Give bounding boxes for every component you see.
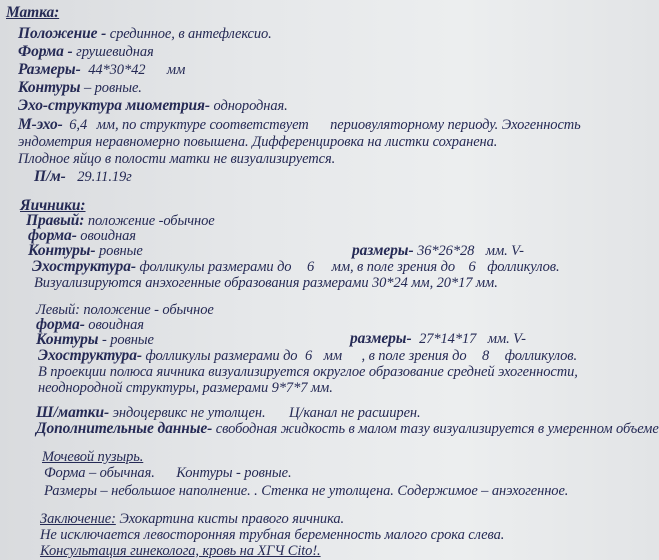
left-ovary-size-line	[350, 331, 526, 347]
left-ovary-echo-t2: мм	[323, 348, 342, 364]
bladder-heading: Мочевой пузырь.	[42, 449, 144, 465]
left-ovary-echo-n2: 8	[482, 348, 490, 364]
uterus-ovum-line: Плодное яйцо в полости матки не визуализируется.	[18, 151, 336, 167]
uterus-position-value: срединное, в антефлексио.	[109, 26, 272, 42]
uterus-mecho-text: мм, по структуре соответствует	[96, 117, 309, 133]
uterus-form-label: Форма -	[18, 43, 73, 60]
bladder-line2: Размеры – небольшое наполнение. . Стенка не утолщена. Содержимое – анэхогенное.	[44, 483, 569, 499]
uterus-form-value: грушевидная	[76, 44, 154, 60]
bladder-line1	[44, 465, 291, 481]
uterus-form-line	[18, 44, 154, 60]
right-ovary-echo-label: Эхоструктура-	[32, 258, 136, 275]
left-ovary-form-label: форма-	[36, 316, 85, 333]
left-ovary-echo-n1: 6	[304, 348, 313, 364]
right-ovary-size-label: размеры-	[352, 242, 414, 259]
left-ovary-extra2: неоднородной структуры, размерами 9*7*7 мм.	[38, 380, 333, 396]
right-ovary-echo-t2: мм,	[331, 259, 354, 275]
right-ovary-echo-line	[32, 259, 560, 275]
uterus-contours-line	[18, 80, 142, 96]
cervix-value: эндоцервикс не утолщен.	[112, 405, 266, 421]
right-ovary-extra: Визуализируются анэхогенные образования размерами 30*24 мм, 20*17 мм.	[34, 275, 498, 291]
cervix-label: Ш/матки-	[36, 404, 110, 421]
left-ovary-contours-value: - ровные	[101, 332, 154, 348]
right-ovary-size-line	[352, 243, 524, 259]
left-ovary-form-value: овоидная	[88, 317, 144, 333]
right-ovary-echo-t4: фолликулов.	[487, 259, 560, 275]
right-ovary-form-value: овоидная	[80, 228, 136, 244]
conclusion-label: Заключение:	[40, 511, 116, 527]
uterus-lmp-value: 29.11.19г	[77, 169, 132, 185]
right-ovary-label: Правый:	[26, 212, 85, 229]
left-ovary-echo-label: Эхоструктура-	[38, 347, 142, 364]
right-ovary-size-value: 36*26*28	[417, 243, 475, 259]
ovaries-heading: Яичники:	[20, 197, 86, 214]
uterus-size-label: Размеры-	[18, 61, 81, 78]
uterus-lmp-label: П/м-	[34, 168, 66, 185]
right-ovary-echo-n2: 6	[468, 259, 476, 275]
left-ovary-contours-label: Контуры	[36, 331, 99, 348]
right-ovary-form-label: форма-	[28, 227, 77, 244]
uterus-size-line	[18, 62, 185, 78]
left-ovary-echo-text: фолликулы размерами до	[145, 348, 298, 364]
additional-line	[36, 421, 659, 437]
right-ovary-contours-value: ровные	[99, 243, 143, 259]
uterus-echo-line	[18, 98, 288, 114]
uterus-mecho-value: 6,4	[69, 117, 88, 133]
left-ovary-echo-t4: фолликулов.	[504, 348, 578, 364]
uterus-endometrium-line: эндометрия неравномерно повышена. Дифференцировка на листки сохранена.	[18, 134, 498, 150]
right-ovary-position: положение -обычное	[87, 213, 215, 229]
cervical-canal-label: Ц/канал	[289, 405, 338, 421]
left-ovary-echo-line	[38, 348, 577, 364]
cervical-canal-value: не расширен.	[340, 405, 421, 421]
right-ovary-size-unit: мм. V-	[485, 243, 524, 259]
additional-value: свободная жидкость в малом тазу визуализируется в умеренном объеме	[215, 421, 659, 437]
uterus-position-line	[18, 26, 272, 42]
conclusion-line1	[40, 511, 344, 527]
uterus-mecho-label: М-эхо-	[18, 116, 63, 133]
right-ovary-echo-n1: 6	[306, 259, 315, 275]
bladder-contours: Контуры - ровные.	[176, 465, 292, 481]
uterus-heading: Матка:	[6, 4, 60, 21]
conclusion-line2: Не исключается левосторонняя трубная беременность малого срока слева.	[40, 527, 505, 543]
right-ovary-echo-t3: в поле зрения до	[357, 259, 455, 275]
right-ovary-contours-line	[28, 243, 143, 259]
cervix-line	[36, 405, 421, 421]
uterus-echo-value: однородная.	[213, 98, 288, 114]
uterus-contours-value: – ровные.	[83, 80, 142, 96]
conclusion-line3: Консультация гинеколога, кровь на ХГЧ Cito!.	[40, 543, 321, 559]
right-ovary-contours-label: Контуры-	[28, 242, 96, 259]
uterus-echo-label: Эхо-структура миометрия-	[18, 97, 210, 114]
uterus-contours-label: Контуры	[18, 79, 81, 96]
left-ovary-echo-t3: , в поле зрения до	[361, 348, 467, 364]
left-ovary-size-value: 27*14*17	[419, 331, 477, 347]
additional-label: Дополнительные данные-	[36, 420, 213, 437]
uterus-mecho-line	[18, 117, 581, 133]
bladder-form: Форма – обычная.	[44, 465, 155, 481]
left-ovary-label: Левый:	[36, 302, 80, 318]
uterus-size-unit: мм	[166, 62, 186, 78]
uterus-size-value: 44*30*42	[88, 62, 146, 78]
right-ovary-echo-text: фолликулы размерами до	[139, 259, 292, 275]
left-ovary-size-label: размеры-	[350, 330, 412, 347]
left-ovary-position: положение - обычное	[83, 302, 214, 318]
conclusion-text1: Эхокартина кисты правого яичника.	[119, 511, 345, 527]
uterus-mecho-text2: периовуляторному периоду. Эхогенность	[330, 117, 581, 133]
uterus-position-label: Положение -	[18, 25, 107, 42]
left-ovary-size-unit: мм. V-	[487, 331, 526, 347]
left-ovary-contours-line	[36, 332, 154, 348]
uterus-lmp-line	[34, 169, 132, 185]
left-ovary-extra1: В проекции полюса яичника визуализируется округлое образование средней эхогенности,	[38, 364, 578, 380]
